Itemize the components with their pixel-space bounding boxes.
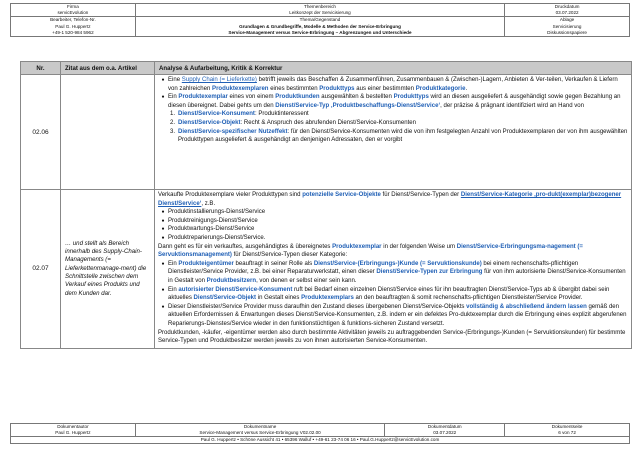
- dokumentdatum-label: Dokumentdatum: [427, 424, 462, 429]
- document-header: [10, 3, 630, 37]
- dokumentname-value: Service-Management versus Service-Erbringung V02.02.00: [199, 430, 321, 436]
- dokumentname-cell: [135, 424, 385, 437]
- ablage-value2: Diskussionspapiere: [547, 29, 587, 35]
- paragraph: Produktkunden, -käufer, -eigentümer werden also durch bestimmte Aktivitäten jeweils zu auftraggebenden Service-(Erbringungs-)Kunden (= Servuktionskunden) für bestimmte Service-Typen und Produktbesitzer werden jeweils zu von ihnen autorisierten Service-Konsumenten.: [158, 329, 626, 345]
- bullet-icon: ●: [161, 77, 165, 83]
- bearbeiter-phone: +49-1 520-984 5962: [52, 29, 94, 35]
- table-row: [21, 75, 632, 190]
- dokumentdatum-value: 03.07.2022: [433, 430, 457, 436]
- paragraph: Dann geht es für ein verkauftes, ausgehändigtes & übereignetes Produktexemplar in der folgenden Weise um Dienst/Service-Erbringungsma-nagement (= Servuktionsmanagement) für Dienst/Service-Typen dieser Kategorie:: [158, 243, 583, 259]
- themenbereich-label: Themenbereich: [304, 4, 336, 9]
- firma-label: Firma: [67, 4, 79, 9]
- ablage-cell: [505, 17, 630, 37]
- firma-cell: [11, 4, 136, 17]
- bullet-item: ● Eine Supply Chain (= Lieferkette) betrifft jeweils das Beschaffen & Zusammenführen, Zusammenbauen & (Zwischen-)Lagern, Anbieten & Ver-teilen, Verkaufen & Liefern von zahlreichen Produktexemplaren eines bestimmten Produkttyps aus einer bestimmten Produktkategorie.: [158, 76, 628, 93]
- bullet-icon: ●: [161, 217, 165, 224]
- row-number: 02.06: [21, 75, 61, 190]
- autor-value: Paul G. Huppertz: [55, 430, 91, 436]
- zitat-cell-empty: [61, 75, 155, 190]
- table-header-row: [21, 62, 632, 75]
- autor-label: Dokumentautor: [57, 424, 89, 429]
- druckdatum-label: Druckdatum: [554, 4, 580, 9]
- autor-cell: [11, 424, 136, 437]
- dokumentseite-cell: [505, 424, 630, 437]
- dokumentdatum-cell: [385, 424, 505, 437]
- dokumentseite-value: 6 von 72: [558, 430, 576, 436]
- analyse-cell: [155, 190, 632, 349]
- footer-address: Paul G. Huppertz • Schöne Aussicht 41 • 65396 Walluf • +49-61 23-74 06 16 • Paul.G.Huppertz@servicEvolution.com: [11, 437, 630, 444]
- themenbereich-cell: [135, 4, 504, 17]
- bearbeiter-name: Paul G. Huppertz: [55, 23, 91, 29]
- bearbeiter-label: Bearbeiter, Telefon-Nr.: [50, 17, 96, 23]
- list-item: ● Produktinstallierungs-Dienst/Service: [158, 208, 628, 217]
- list-item: ● Produktreparierungs-Dienst/Service.: [158, 234, 628, 243]
- firma-value: servicEvolution: [57, 10, 89, 16]
- table-row: [21, 190, 632, 349]
- druckdatum-cell: [505, 4, 630, 17]
- bullet-item: ● Ein Produktexemplar eines von einem Produktkunden ausgewählten & bestellten Produkttyps wird an diesen ausgeliefert & ausgehändigt sowie gegen Bezahlung an diesen übereignet. Dabei gehts um den Dienst/Service-Typ ‚Produktbeschaffungs-Dienst/Service‘, der präzise & prägnant identifiziert wird an Hand von: [158, 93, 628, 110]
- bullet-item: ● Ein autorisierter Dienst/Service-Konsument ruft bei Bedarf einen einzelnen Dienst/Service eines für ihn beauftragten Dienst/Service-Typs ab & übergibt dabei sein aktuelles Dienst/Service-Objekt in Gestalt eines Produktexemplars an den beauftragten & somit rechenschafts-pflichtigen Dienstleister/Service Provider.: [158, 286, 628, 303]
- themenbereich-value: Leitkonzept der Servicisierung: [289, 10, 351, 16]
- bullet-item: ● Dieser Dienstleister/Service Provider muss daraufhin den Zustand dieses übergebenen Dienst/Service-Objekts vollständig & abschließend ändern lassen gemäß den aktuellen Erfordernissen & Erwartungen dieses Dienst/Service-Konsumenten, z.B. indem er ein defektes Pro-duktexemplar durch die Erbringung eines explizit abgerufenen Reparierungs-Dienstes/Service wieder in den funktionstüchtigen & funktions-sicheren Zustand versetzt.: [158, 303, 628, 329]
- ablage-value1: Servicisierung: [552, 23, 582, 29]
- bullet-icon: ●: [161, 226, 165, 233]
- bullet-icon: ●: [161, 234, 165, 241]
- analyse-cell: [155, 75, 632, 190]
- bullet-icon: ●: [161, 209, 165, 216]
- bearbeiter-cell: [11, 17, 136, 37]
- col-zitat-header: Zitat aus dem o.a. Artikel: [61, 62, 155, 75]
- list-item: ● Produktreinigungs-Dienst/Service: [158, 217, 628, 226]
- col-analyse-header: Analyse & Aufarbeitung, Kritik & Korrektur: [155, 62, 632, 75]
- list-item: ● Produktwartungs-Dienst/Service: [158, 225, 628, 234]
- bullet-icon: ●: [161, 260, 165, 267]
- thema-cell: [135, 17, 504, 37]
- col-nr-header: Nr.: [21, 62, 61, 75]
- bullet-icon: ●: [161, 286, 165, 293]
- numbered-item: 1. Dienst/Service-Konsument: Produktinteressent: [170, 111, 309, 118]
- thema-label: Thema/Gegenstand: [299, 17, 341, 23]
- numbered-item: 3. Dienst/Service-spezifischer Nutzeffekt: für den Dienst/Service-Konsumenten wird die von ihm festgelegten Anzahl von Produktexemplaren der von ihm ausgewählten Produkttypen ausgeliefert & ausgehändigt an denjenigen Adressaten, den er vorgibt: [170, 128, 628, 144]
- ablage-label: Ablage: [559, 17, 575, 23]
- thema-line2: Service-Management versus Service-Erbringung – Abgrenzungen und Unterschiede: [228, 29, 412, 35]
- dokumentname-label: Dokumentname: [243, 424, 277, 429]
- dokumentseite-label: Dokumentseite: [551, 424, 583, 429]
- paragraph: Verkaufte Produktexemplare vieler Produkttypen sind potenzielle Service-Objekte für Dienst/Service-Typen der Dienst/Service-Kategorie ‚pro-dukt(exemplar)bezogener Dienst/Service‘, z.B.: [158, 192, 622, 207]
- bullet-item: ● Ein Produkteigentümer beauftragt in seiner Rolle als Dienst/Service-(Erbringungs-)Kunde (= Servuktionskunde) bei einem rechenschafts-pflichtigen Dienstleister/Service Provider, z.B. bei einer Reparaturwerkstatt, einen dieser Dienst/Service-Typen zur Erbringung für von ihm autorisierte Dienst/Service-Konsumenten in Gestalt von Produktbesitzern, von denen er selbst einer sein kann.: [158, 260, 628, 286]
- numbered-item: 2. Dienst/Service-Objekt: Recht & Anspruch des abrufenden Dienst/Service-Konsumenten: [170, 119, 416, 126]
- zitat-cell: … und stellt als Bereich innerhalb des Supply-Chain-Managements (= Lieferkettenmanage-ment) die Schnittstelle zwischen dem Verkauf eines Produkts und dem Kunden dar.: [61, 190, 155, 349]
- bullet-icon: ●: [161, 94, 165, 101]
- document-footer: [10, 423, 630, 444]
- thema-line1: Grundlagen & Grundbegriffe, Modelle & Methoden der Service-Erbringung: [239, 23, 401, 29]
- analysis-table: [20, 61, 632, 349]
- bullet-icon: ●: [161, 303, 165, 310]
- row-number: 02.07: [21, 190, 61, 349]
- druckdatum-value: 03.07.2022: [555, 10, 579, 16]
